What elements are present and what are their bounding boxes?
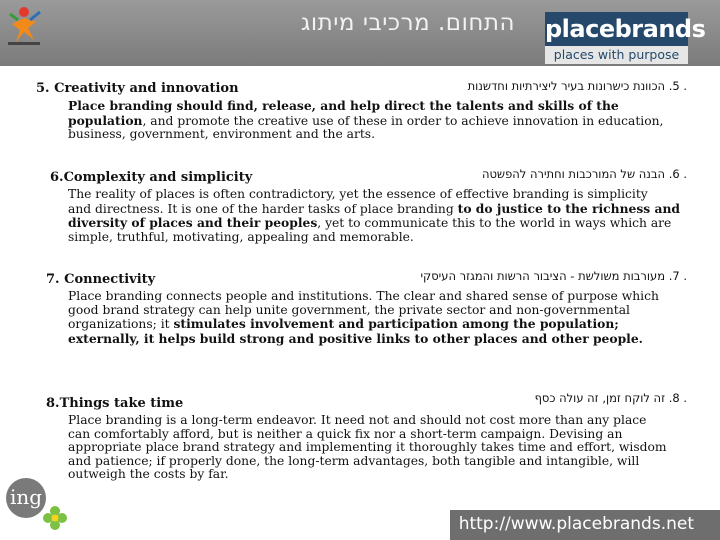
ing-logo: ing <box>6 478 46 518</box>
section-5-body <box>68 99 680 142</box>
body-line <box>68 332 680 347</box>
body-line <box>68 290 680 304</box>
bold-text: stimulates involvement and participation among the population; <box>173 316 619 332</box>
brand-tagline: places with purpose <box>545 46 688 64</box>
body-text: can comfortably afford, but is neither a quick fix nor a short-term campaign. Devising an <box>68 426 623 441</box>
body-text: appropriate place brand strategy and implementing it thoroughly takes time and effort, wisdom <box>68 440 667 455</box>
section-6-hebrew-heading: . 6. הבנה של המורכבות וחתירה להפשטה <box>481 167 687 181</box>
brand-name: placebrands <box>545 12 688 46</box>
body-line <box>68 114 680 129</box>
section-8-body <box>68 414 680 482</box>
body-line <box>68 128 680 142</box>
body-text: organizations; it <box>68 317 174 332</box>
body-text: , yet to communicate this to the world in ways which are <box>317 216 672 231</box>
section-6-title: 6.Complexity and simplicity <box>50 170 253 185</box>
body-line <box>68 414 680 428</box>
bold-text: diversity of places and their peoples <box>68 215 318 231</box>
body-text: Place branding is a long-term endeavor. It need not and should not cost more than any place <box>68 413 647 427</box>
bold-text: Place branding should find, release, and help direct the talents and skills of the <box>68 98 619 113</box>
website-url: http://www.placebrands.net <box>458 514 694 534</box>
body-line <box>68 216 680 231</box>
placebrands-logo <box>545 12 706 64</box>
page-title-hebrew: התחום. מרכיבי מיתוג <box>300 10 515 36</box>
body-line <box>68 202 680 217</box>
header-bar <box>0 0 720 66</box>
section-7-hebrew-heading: . 7. מעורבות משולשת - הציבור הרשות והמגזר העיסקי <box>420 269 687 283</box>
bold-text: to do justice to the richness and <box>457 200 681 216</box>
section-7-title: 7. Connectivity <box>46 272 156 287</box>
section-7-body <box>68 290 680 346</box>
body-text: good brand strategy can help unite government, the private sector and non-governmental <box>68 302 630 317</box>
section-8-title: 8.Things take time <box>46 396 184 411</box>
section-6-body <box>68 188 680 244</box>
body-line <box>68 99 680 114</box>
body-text: business, government, environment and the arts. <box>68 127 376 142</box>
body-line <box>68 428 680 442</box>
body-text: The reality of places is often contradictory, yet the essence of effective branding is simplicity <box>68 187 648 201</box>
bold-text: population <box>68 112 143 128</box>
section-5-hebrew-heading: . 5. הכוונת כישרונות בעיר ליצירתיות וחדשנות <box>467 79 687 93</box>
body-line <box>68 468 680 482</box>
body-text: simple, truthful, motivating, appealing and memorable. <box>68 229 414 244</box>
body-line <box>68 188 680 202</box>
bold-text: externally, it helps build strong and positive links to other places and other people. <box>68 330 643 346</box>
body-line <box>68 441 680 455</box>
corner-figure-logo <box>4 2 44 46</box>
section-5-title: 5. Creativity and innovation <box>36 81 239 96</box>
body-text: and directness. It is one of the harder tasks of place branding <box>68 201 458 216</box>
body-text: Place branding connects people and institutions. The clear and shared sense of purpose which <box>68 289 659 303</box>
body-text: and patience; if properly done, the long-term advantages, both tangible and intangible, will <box>68 453 640 468</box>
body-line <box>68 455 680 469</box>
body-line <box>68 317 680 332</box>
body-line <box>68 304 680 318</box>
body-text: outweigh the costs by far. <box>68 467 229 482</box>
section-8-hebrew-heading: . 8. זה לוקח זמן, זה עולה כסף <box>534 391 687 405</box>
flower-icon <box>42 505 68 531</box>
body-text: , and promote the creative use of these in order to achieve innovation in education, <box>142 113 664 128</box>
body-line <box>68 231 680 245</box>
